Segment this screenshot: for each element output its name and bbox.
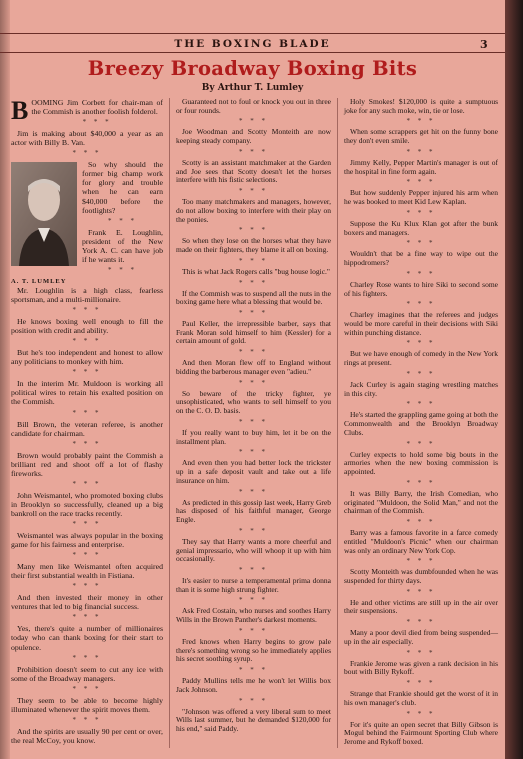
separator: * * * [239, 256, 268, 265]
separator: * * * [72, 306, 102, 315]
paragraph: Suppose the Ku Klux Klan got after the bunk boxers and managers. [344, 218, 498, 237]
separator: * * * [239, 526, 268, 535]
paragraph: He knows boxing well enough to fill the position with credit and ability. [11, 317, 163, 336]
portrait-image [11, 162, 77, 266]
paragraph: Too many matchmakers and managers, however, do not allow boxing to interfere with their play on the ponies. [176, 197, 331, 224]
separator: * * * [82, 118, 112, 127]
separator: * * * [239, 147, 268, 156]
separator: * * * [108, 265, 137, 274]
paragraph: Paul Keller, the irrepressible barber, says that Frank Moran sold himself to him (Kessler) for a certain amount of gold. [176, 319, 331, 346]
paragraph: But we have enough of comedy in the New York rings at present. [344, 349, 498, 368]
paragraph: So when they lose on the horses what they have made on their fighters, they blame it all on boxing. [176, 236, 331, 255]
separator: * * * [406, 117, 436, 126]
separator: * * * [239, 596, 268, 605]
paragraph: Curley expects to hold some big bouts in the armories when the new boxing commission is appointed. [344, 449, 498, 477]
separator: * * * [72, 368, 102, 377]
separator: * * * [406, 208, 436, 217]
paragraph: Scotty is an assistant matchmaker at the Garden and Joe sees that Scotty doesn't let the horses interfere with his fistic selections. [176, 157, 331, 185]
paragraph: And even then you had better lock the trickster up in a safe deposit vault and take out a life insurance on him. [176, 458, 331, 485]
column-3 [344, 98, 498, 750]
separator: * * * [239, 226, 268, 235]
separator: * * * [406, 648, 436, 657]
paragraph: They seem to be able to become highly illuminated whenever the spirit moves them. [11, 695, 163, 714]
separator: * * * [239, 378, 268, 387]
header-rule-bottom [0, 52, 505, 53]
separator: * * * [72, 613, 102, 622]
paragraph: Barry was a famous favorite in a farce comedy entitled "Muldoon's Picnic" when our chairman was only an ordinary New York Cop. [344, 528, 498, 555]
separator: * * * [72, 408, 102, 417]
paragraph: In the interim Mr. Muldoon is working all political wires to retain his exalted position on the Commish. [11, 379, 163, 407]
separator: * * * [239, 565, 268, 574]
separator: * * * [406, 178, 436, 187]
paragraph: And then invested their money in other ventures that led to big financial success. [11, 593, 163, 612]
separator: * * * [406, 400, 436, 409]
separator: * * * [406, 147, 436, 156]
paragraph: It was Billy Barry, the Irish Comedian, who originated "Muldoon, the Solid Man," and not the chairman of the Commish. [344, 488, 498, 516]
separator: * * * [72, 582, 102, 591]
separator: * * * [239, 417, 268, 426]
separator: * * * [406, 518, 436, 527]
separator: * * * [406, 239, 436, 248]
separator: * * * [406, 557, 436, 566]
paragraph: Jim is making about $40,000 a year as an actor with Billy B. Van. [11, 129, 163, 148]
paragraph: Charley imagines that the referees and judges would be more careful in their decisions with Siki within punching distance. [344, 310, 498, 337]
separator: * * * [239, 448, 268, 457]
paragraph: "Johnson was offered a very liberal sum to meet Wills last summer, but he demanded $120,000 for his end," said Paddy. [176, 706, 331, 734]
paragraph: If you really want to buy him, let it be on the installment plan. [176, 427, 331, 446]
paragraph: Scotty Monteith was dumbfounded when he was suspended for thirty days. [344, 567, 498, 585]
paragraph: Many men like Weismantel often acquired their first substantial wealth in Fistiana. [11, 562, 163, 581]
paragraph: Many a poor devil died from being suspended—up in the air especially. [344, 628, 498, 646]
paragraph: It's easier to nurse a temperamental prima donna than it is some high strung fighter. [176, 575, 331, 594]
separator: * * * [239, 117, 268, 126]
paragraph: Weismantel was always popular in the boxing game for his fairness and enterprise. [11, 531, 163, 550]
separator: * * * [72, 551, 102, 560]
separator: * * * [239, 187, 268, 196]
separator: * * * [239, 666, 268, 675]
separator: * * * [406, 679, 436, 688]
column-2 [176, 98, 331, 737]
column-1 [11, 98, 163, 748]
separator: * * * [406, 269, 436, 278]
separator: * * * [239, 348, 268, 357]
paragraph: Holy Smokes! $120,000 is quite a sumptuous joke for any such moke, win, tie or lose. [344, 97, 498, 115]
header-rule-top [0, 33, 505, 34]
paragraph: But how suddenly Pepper injured his arm when he was booked to meet Kid Lew Kaplan. [344, 188, 498, 207]
separator: * * * [72, 479, 102, 488]
separator: * * * [72, 715, 102, 724]
paragraph: Jimmy Kelly, Pepper Martin's manager is out of the hospital in fine form again. [344, 157, 498, 176]
running-head: THE BOXING BLADE [174, 38, 331, 50]
separator: * * * [406, 709, 436, 718]
book-spine [505, 0, 523, 759]
drop-cap: B [11, 96, 29, 125]
portrait-photo [11, 162, 77, 266]
paragraph: Frank E. Loughlin, president of the New York A. C. can have job if he wants it. [82, 227, 163, 264]
separator: * * * [239, 487, 268, 496]
column-rule-1 [169, 98, 170, 748]
paragraph: Jack Curley is again staging wrestling matches in this city. [344, 379, 498, 398]
paragraph: Joe Woodman and Scotty Monteith are now keeping steady company. [176, 127, 331, 146]
paragraph: For it's quite an open secret that Billy Gibson is Mogul behind the Fairmount Sporting Club where Jerome and Rykoff boxed. [344, 719, 498, 747]
paragraph: Charley Rose wants to hire Siki to second some of his fighters. [344, 279, 498, 298]
separator: * * * [406, 369, 436, 378]
separator: * * * [406, 339, 436, 348]
separator: * * * [72, 337, 102, 346]
photo-caption: A. T. LUMLEY [11, 277, 67, 285]
paragraph: As predicted in this gossip last week, Harry Greb has disposed of his faithful manager, George Engle. [176, 497, 331, 525]
paragraph: BOOMING Jim Corbett for chair-man of the Commish is another foolish folderol. [11, 96, 163, 125]
paragraph: And then Moran flew off to England without bidding the barberous manager even "adieu." [176, 358, 331, 376]
separator: * * * [406, 439, 436, 448]
paragraph: Paddy Mullins tells me he won't let Willis box Jack Johnson. [176, 676, 331, 694]
paragraph: Ask Fred Costain, who nurses and soothes Harry Wills in the Brown Panther's darkest moments. [176, 606, 331, 625]
article-headline: Breezy Broadway Boxing Bits [87, 57, 418, 80]
article-byline: By Arthur T. Lumley [201, 83, 304, 93]
separator: * * * [239, 278, 268, 287]
paragraph: When some scrappers get hit on the funny bone they don't even smile. [344, 127, 498, 146]
paragraph: They say that Harry wants a more cheerful and genial impressario, who will whoop it up with him occasionally. [176, 536, 331, 564]
paragraph: John Weismantel, who promoted boxing clubs in Brooklyn so successfully, cleaned up a big bankroll on the race tracks recently. [11, 490, 163, 518]
page-number: 3 [480, 38, 488, 51]
paragraph: Guaranteed not to foul or knock you out in three or four rounds. [176, 97, 331, 115]
paragraph: So why should the former big champ work for glory and trouble when he can earn $40,000 before the footlights? [82, 160, 163, 215]
paragraph: Frankie Jerome was given a rank decision in his bout with Billy Rykoff. [344, 658, 498, 677]
paragraph: This is what Jack Rogers calls "bug house logic." [182, 266, 330, 276]
separator: * * * [406, 300, 436, 309]
paragraph: Brown would probably paint the Commish a brilliant red and shoot off a lot of flashy fireworks. [11, 450, 163, 478]
separator: * * * [406, 587, 436, 596]
paragraph: Wouldn't that be a fine way to wipe out the hippodromers? [344, 249, 498, 268]
column-rule-2 [337, 98, 338, 748]
paragraph: Yes, there's quite a number of millionaires today who can thank boxing for their start to opulence. [11, 624, 163, 652]
separator: * * * [239, 309, 268, 318]
paragraph: Mr. Loughlin is a high class, fearless sportsman, and a multi-millionaire. [11, 285, 163, 304]
page-binding-edge [0, 0, 10, 759]
separator: * * * [406, 618, 436, 627]
separator: * * * [72, 684, 102, 693]
paragraph: And the spirits are usually 90 per cent or over, the real McCoy, you know. [11, 726, 163, 745]
separator: * * * [72, 439, 102, 448]
paragraph: Bill Brown, the veteran referee, is another candidate for chairman. [11, 419, 163, 438]
separator: * * * [72, 653, 102, 662]
separator: * * * [239, 696, 268, 705]
separator: * * * [72, 149, 102, 158]
separator: * * * [406, 478, 436, 487]
separator: * * * [108, 216, 137, 225]
separator: * * * [72, 520, 102, 528]
paragraph: So beware of the tricky fighter, ye unsophisticated, who wants to sell himself to you on the C. O. D. basis. [176, 388, 331, 416]
paragraph: Strange that Frankie should get the worst of it in his own manager's club. [344, 689, 498, 707]
paragraph: If the Commish was to suspend all the nuts in the boxing game here what a blessing that would be. [176, 288, 331, 307]
separator: * * * [239, 626, 268, 635]
paragraph: Fred knows when Harry begins to grow pale there's something wrong so he immediately applies his secret soothing syrup. [176, 636, 331, 664]
paragraph: He's started the grappling game going at both the Commonwealth and the Brooklyn Broadway Clubs. [344, 410, 498, 437]
paragraph: Prohibition doesn't seem to cut any ice with some of the Broadway managers. [11, 664, 163, 683]
paragraph: But he's too independent and honest to allow any politicians to monkey with him. [11, 348, 163, 367]
paragraph: He and other victims are still up in the air over their suspensions. [344, 597, 498, 616]
